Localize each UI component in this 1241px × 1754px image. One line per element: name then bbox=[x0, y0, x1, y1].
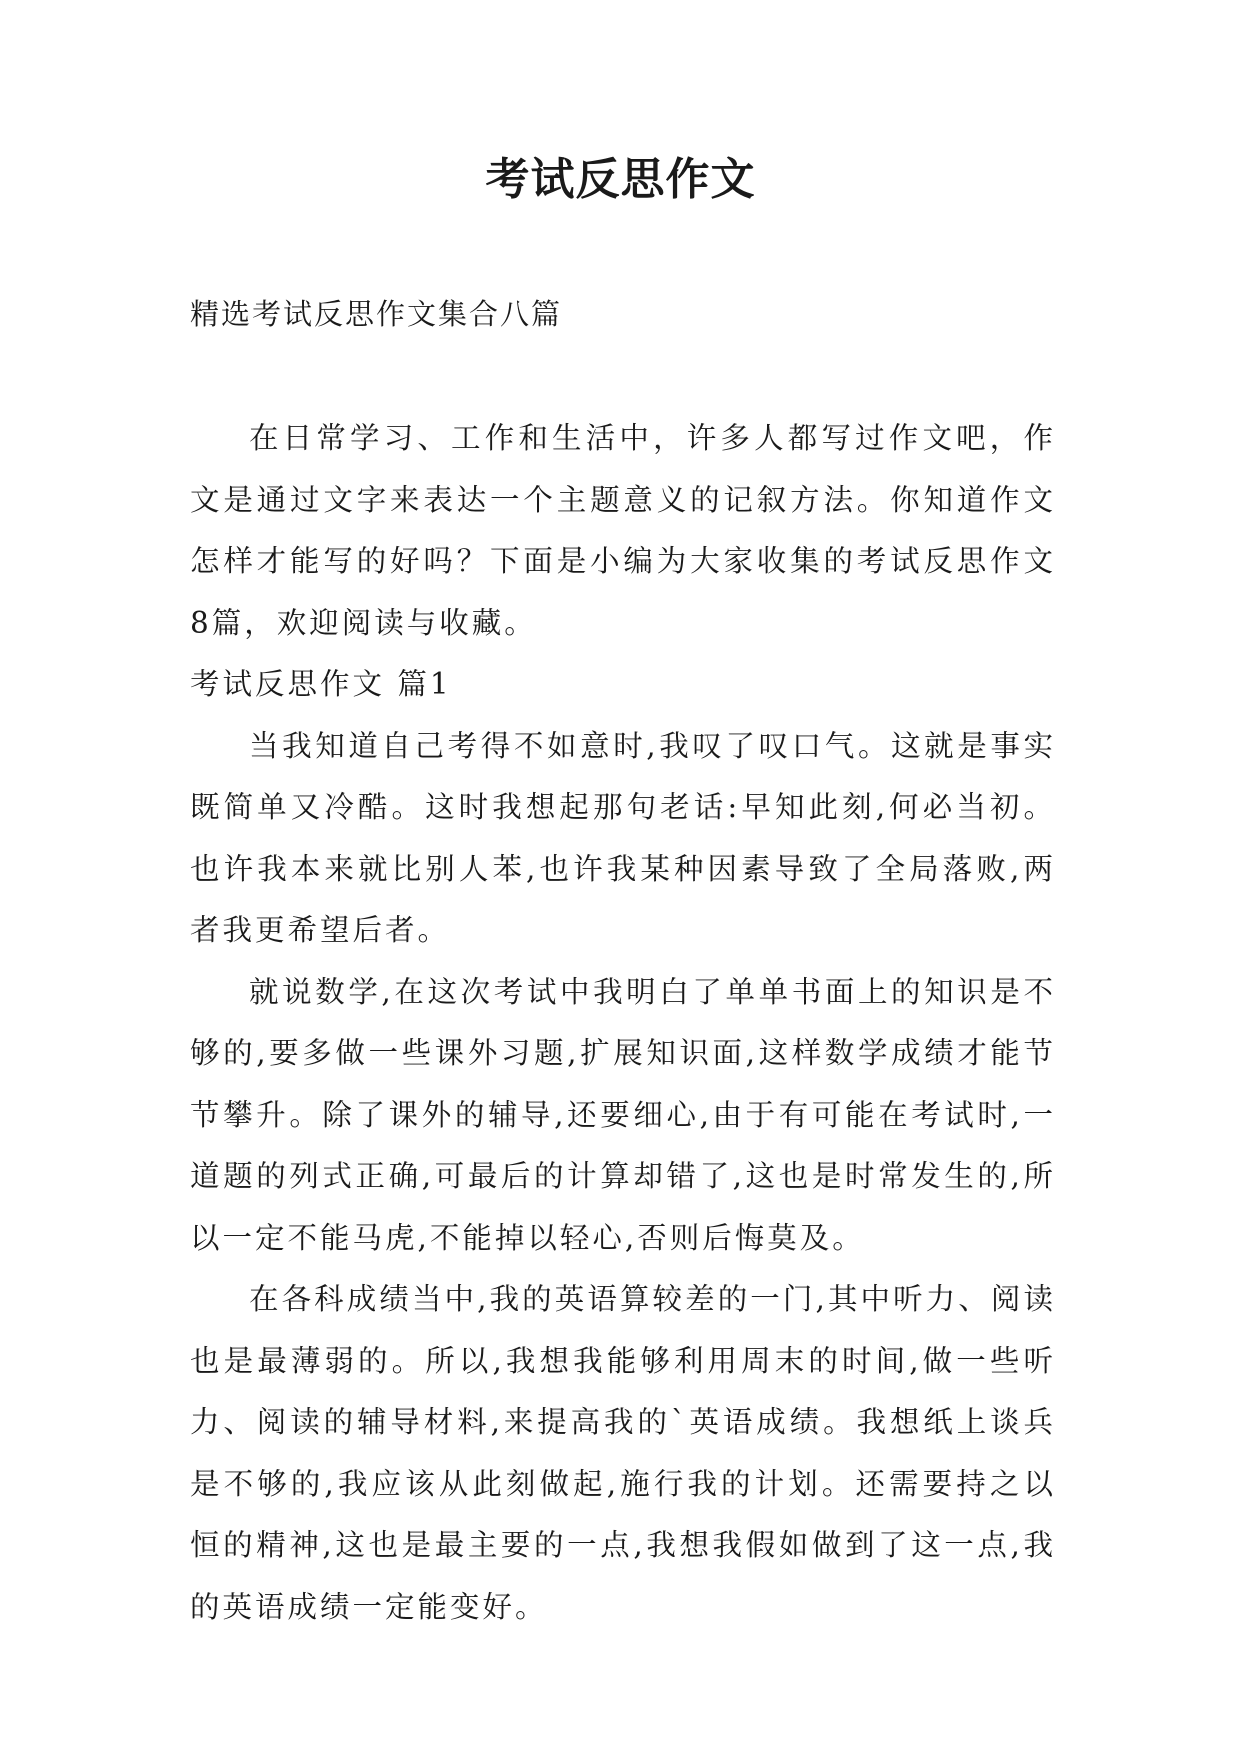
document-body bbox=[190, 408, 1056, 1638]
document-title: 考试反思作文 bbox=[485, 154, 756, 205]
section-heading: 考试反思作文 篇1 bbox=[190, 667, 452, 701]
document-subtitle: 精选考试反思作文集合八篇 bbox=[190, 297, 563, 331]
body-paragraph: 当我知道自己考得不如意时,我叹了叹口气。这就是事实既简单又冷酷。这时我想起那句老话:早知此刻,何必当初。也许我本来就比别人苯,也许我某种因素导致了全局落败,两者我更希望后者。 bbox=[190, 728, 1056, 947]
body-paragraph: 在各科成绩当中,我的英语算较差的一门,其中听力、阅读也是最薄弱的。所以,我想我能够利用周末的时间,做一些听力、阅读的辅导材料,来提高我的`英语成绩。我想纸上谈兵是不够的,我应该从此刻做起,施行我的计划。还需要持之以恒的精神,这也是最主要的一点,我想我假如做到了这一点,我的英语成绩一定能变好。 bbox=[190, 1282, 1056, 1624]
body-paragraph: 就说数学,在这次考试中我明白了单单书面上的知识是不够的,要多做一些课外习题,扩展知识面,这样数学成绩才能节节攀升。除了课外的辅导,还要细心,由于有可能在考试时,一道题的列式正确,可最后的计算却错了,这也是时常发生的,所以一定不能马虎,不能掉以轻心,否则后悔莫及。 bbox=[190, 974, 1056, 1255]
intro-paragraph: 在日常学习、工作和生活中，许多人都写过作文吧，作文是通过文字来表达一个主题意义的记叙方法。你知道作文怎样才能写的好吗？下面是小编为大家收集的考试反思作文8篇，欢迎阅读与收藏。 bbox=[190, 421, 1056, 640]
